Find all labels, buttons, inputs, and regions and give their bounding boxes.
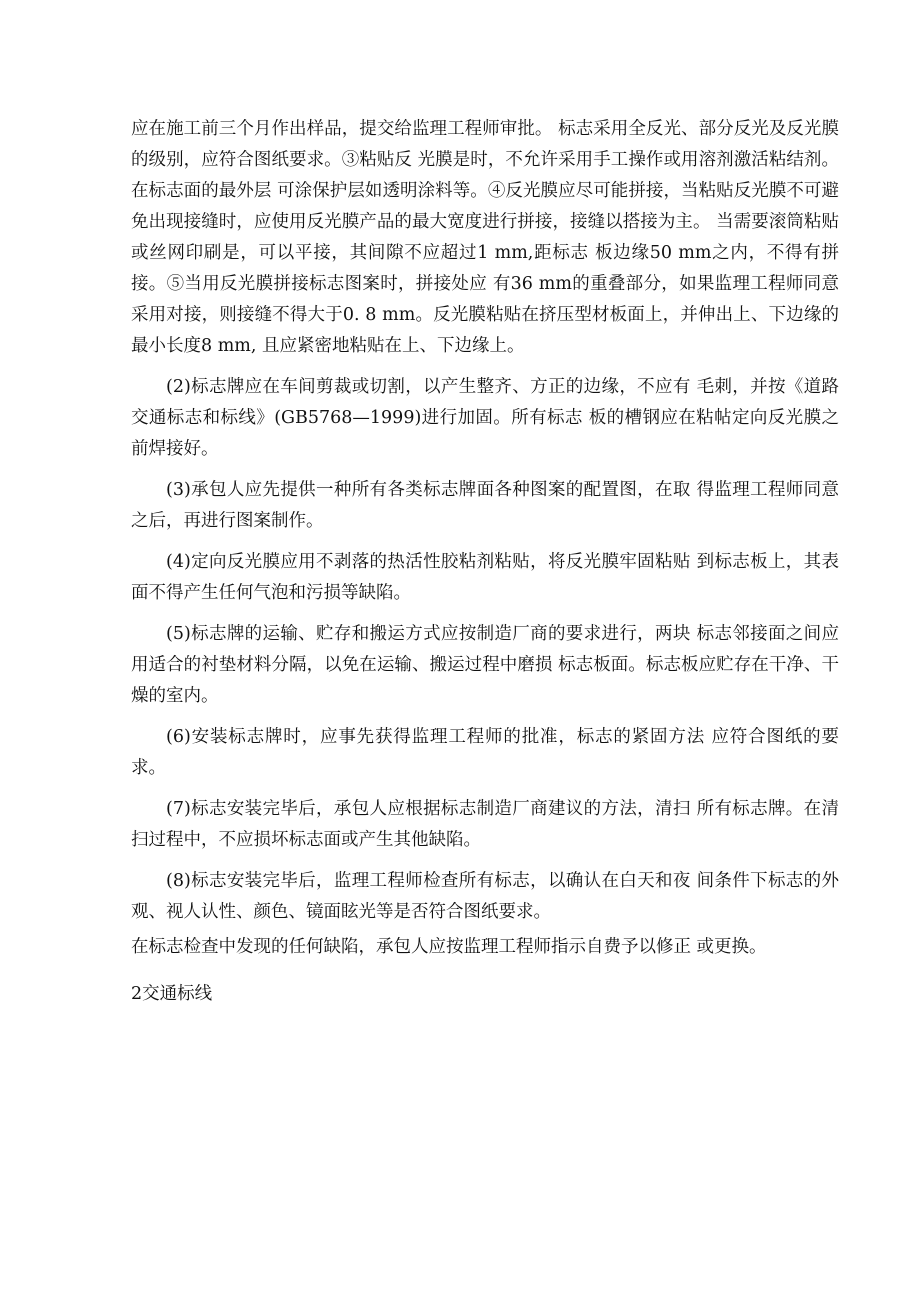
paragraph-sign-film-requirements: 应在施工前三个月作出样品，提交给监理工程师审批。 标志采用全反光、部分反光及反光膜的级别，应符合图纸要求。③粘贴反 光膜是时，不允许采用手工操作或用溶剂激活粘结剂。在标志面的最外层 可涂保护层如透明涂料等。④反光膜应尽可能拼接，当粘贴反光膜不可避 免出现接缝时，应使用反光膜产品的最大宽度进行拼接，接缝以搭接为主。 当需要滚筒粘贴或丝网印刷是，可以平接，其间隙不应超过1 mm,距标志 板边缘50 mm之内，不得有拼接。⑤当用反光膜拼接标志图案时，拼接处应 有36 mm的重叠部分，如果监理工程师同意采用对接，则接缝不得大于0. 8 mm。反光膜粘贴在挤压型材板面上，并伸出上、下边缘的最小长度8 mm, 且应紧密地粘贴在上、下边缘上。 — [131, 119, 839, 356]
paragraph-item-7-cleaning: (7)标志安装完毕后，承包人应根据标志制造厂商建议的方法，清扫 所有标志牌。在清扫过程中，不应损坏标志面或产生其他缺陷。 — [131, 799, 839, 850]
paragraph-defect-correction: 在标志检查中发现的任何缺陷，承包人应按监理工程师指示自费予以修正 或更换。 — [131, 937, 767, 957]
paragraph-item-3-layout-drawing: (3)承包人应先提供一种所有各类标志牌面各种图案的配置图，在取 得监理工程师同意之后，再进行图案制作。 — [131, 480, 839, 531]
paragraph-item-6-installation: (6)安装标志牌时，应事先获得监理工程师的批准，标志的紧固方法 应符合图纸的要求。 — [131, 727, 839, 778]
section-heading-traffic-markings: 2交通标线 — [131, 984, 213, 1004]
paragraph-item-2-cutting: (2)标志牌应在车间剪裁或切割，以产生整齐、方正的边缘，不应有 毛刺，并按《道路交通标志和标线》(GB5768—1999)进行加固。所有标志 板的槽钢应在粘帖定向反光膜之前焊接好。 — [131, 377, 839, 459]
paragraph-item-4-adhesive: (4)定向反光膜应用不剥落的热活性胶粘剂粘贴，将反光膜牢固粘贴 到标志板上，其表面不得产生任何气泡和污损等缺陷。 — [131, 552, 839, 603]
document-body — [131, 114, 839, 1010]
paragraph-item-5-transport-storage: (5)标志牌的运输、贮存和搬运方式应按制造厂商的要求进行，两块 标志邻接面之间应用适合的衬垫材料分隔，以免在运输、搬运过程中磨损 标志板面。标志板应贮存在干净、干燥的室内。 — [131, 624, 839, 706]
paragraph-item-8-inspection: (8)标志安装完毕后，监理工程师检查所有标志，以确认在白天和夜 间条件下标志的外观、视人认性、颜色、镜面眩光等是否符合图纸要求。 — [131, 871, 839, 922]
